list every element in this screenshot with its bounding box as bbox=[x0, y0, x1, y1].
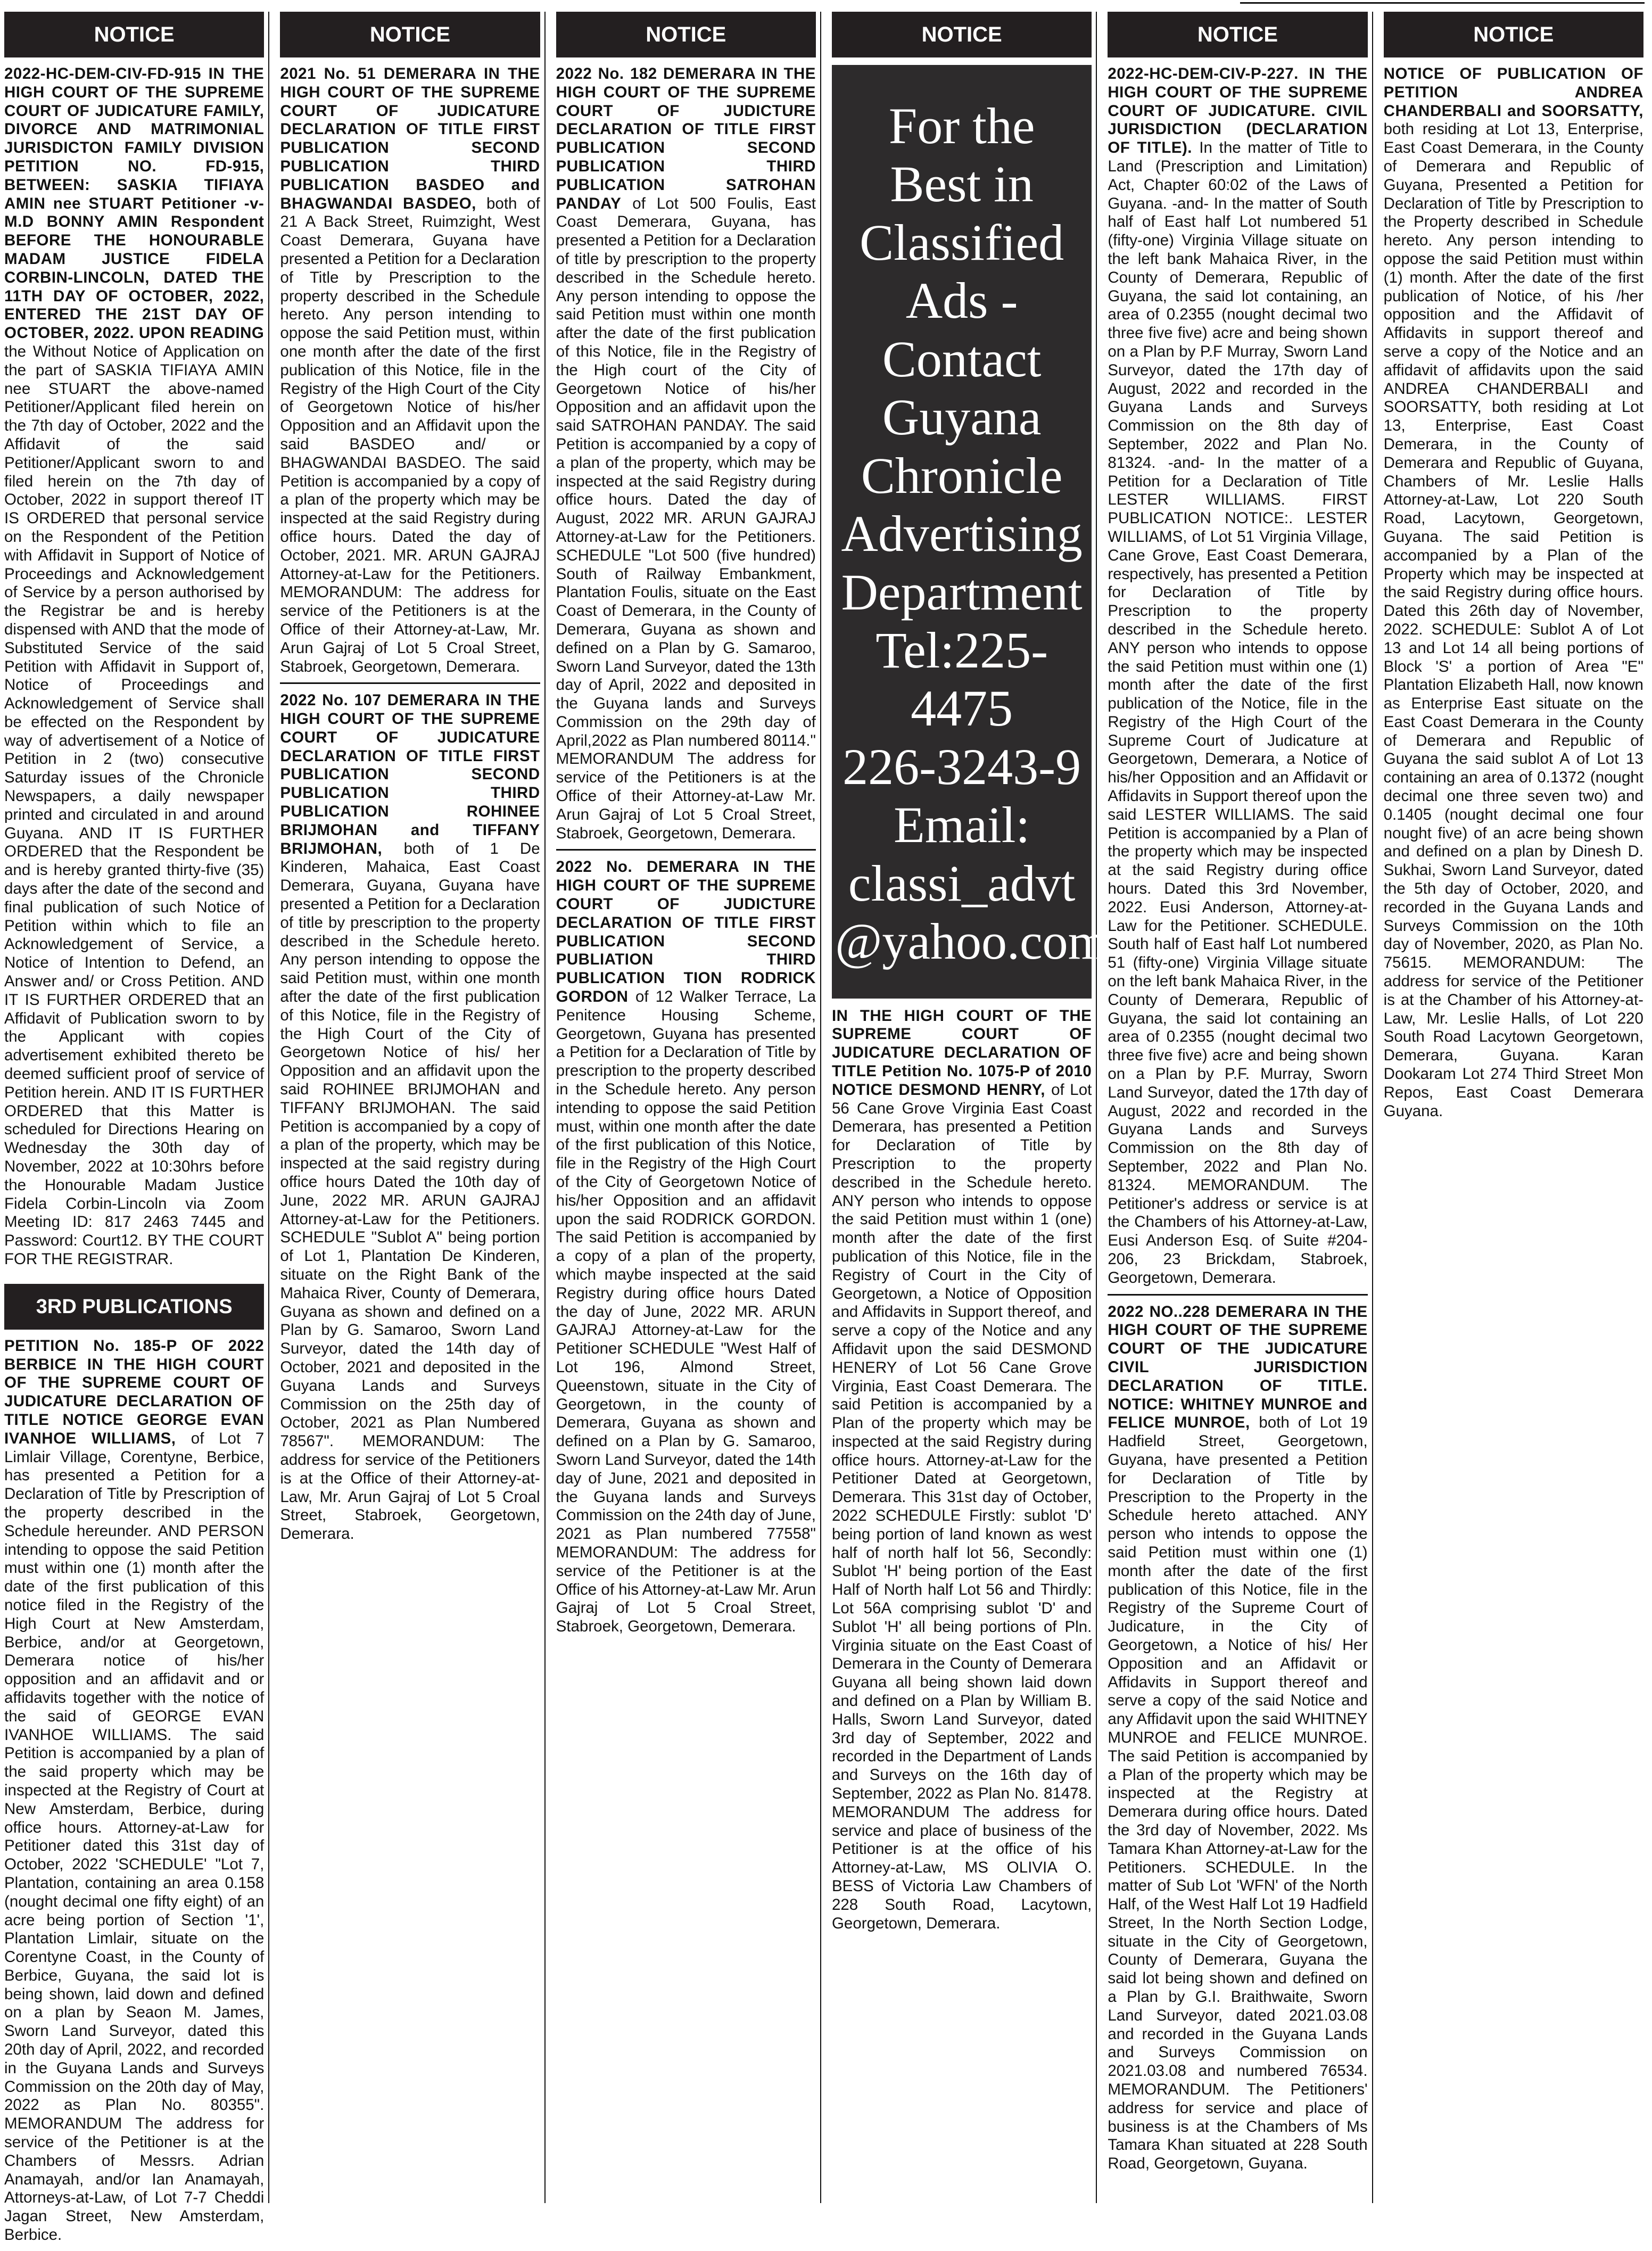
ad-line: For the bbox=[888, 97, 1035, 154]
notice-banner: NOTICE bbox=[556, 12, 816, 57]
notice-fd-915 bbox=[4, 65, 264, 1275]
column-3 bbox=[556, 12, 821, 2203]
ad-phone: 226-3243-9 bbox=[842, 738, 1081, 795]
notice-2021-51 bbox=[280, 65, 540, 684]
column-2 bbox=[280, 12, 545, 2203]
ad-line: Ads - bbox=[905, 272, 1018, 329]
notice-chanderbali bbox=[1384, 65, 1643, 1127]
section-banner-3rd-publications: 3RD PUBLICATIONS bbox=[4, 1284, 264, 1330]
notice-heading: 2022 No. 182 DEMERARA IN THE HIGH COURT OF THE SUPREME COURT OF JUDICTURE DECLARATION OF TITLE FIRST PUBLICATION SECOND PUBLICATION THIRD PUBLICATION SATROHAN PANDAY bbox=[556, 65, 816, 212]
ad-line: Email: bbox=[894, 796, 1030, 854]
ad-phone: Tel:225-4475 bbox=[875, 621, 1048, 737]
notice-heading: 2022-HC-DEM-CIV-FD-915 IN THE HIGH COURT OF THE SUPREME COURT OF JUDICATURE FAMILY, DIVORCE AND MATRIMONIAL JURISDICTON FAMILY DIVISION PETITION NO. FD-915, BETWEEN: SASKIA TIFIAYA AMIN nee STUART Petitioner -v- M.D BONNY AMIN Respondent BEFORE THE HONOURABLE MADAM JUSTICE FIDELA CORBIN-LINCOLN, DATED THE 11TH DAY OF OCTOBER, 2022, ENTERED THE 21ST DAY OF OCTOBER, 2022. UPON READING bbox=[4, 65, 265, 342]
notice-heading: 2022 No. DEMERARA IN THE HIGH COURT OF THE SUPREME COURT OF JUDICTURE DECLARATION OF TITLE FIRST PUBLICATION SECOND PUBLIATION THIRD PUBLICATION TION RODRICK GORDON bbox=[556, 858, 816, 1006]
ad-line: Classified bbox=[860, 213, 1064, 271]
ad-line: Guyana bbox=[882, 389, 1042, 446]
notice-body: of Lot 500 Foulis, East Coast Demerara, Guyana, has presented a Petition for a Declaration of title by prescription to the property described in the Schedule hereto. Any person intending to oppose the said Petition must within one month after the date of the first publication of this Notice, file in the Registry of the High court of the City of Georgetown Notice of his/her Opposition and an affidavit upon the said SATROHAN PANDAY. The said Petition is accompanied by a copy of a plan of the property, which may be inspected at the said Registry during office hours. Dated the day of August, 2022 MR. ARUN GAJRAJ Attorney-at-Law for the Petitioners. SCHEDULE "Lot 500 (five hundred) South of Railway Embankment, Plantation Foulis, situate on the East Coast of Demerara, in the County of Demerara, Guyana as shown and defined on a Plan by G. Samaroo, Sworn Land Surveyor, dated the 13th day of April, 2022 and deposited in the Guyana lands and Surveys Commission on the 29th day of April,2022 as Plan numbered 80114." MEMORANDUM The address for service of the Petitioners is at the Office of their Attorney-at-Law Mr. Arun Gajraj of Lot 5 Croal Street, Stabroek, Georgetown, Demerara. bbox=[556, 194, 816, 842]
column-6 bbox=[1384, 12, 1648, 2203]
columns bbox=[4, 12, 1648, 2244]
column-5 bbox=[1108, 12, 1373, 2203]
notice-heading: IN THE HIGH COURT OF THE SUPREME COURT OF JUDICATURE DECLARATION OF TITLE Petition No. 1075-P of 2010 NOTICE DESMOND HENRY, bbox=[831, 1007, 1092, 1099]
notice-heading: 2022 No. 107 DEMERARA IN THE HIGH COURT OF THE SUPREME COURT OF JUDICATURE DECLARATION OF TITLE FIRST PUBLICATION SECOND PUBLICATION THIRD PUBLICATION ROHINEE BRIJMOHAN and TIFFANY BRIJMOHAN, bbox=[280, 691, 540, 857]
notice-heading: 2021 No. 51 DEMERARA IN THE HIGH COURT OF THE SUPREME COURT OF JUDICATURE DECLARATION OF TITLE FIRST PUBLICATION SECOND PUBLICATION THIRD PUBLICATION BASDEO and BHAGWANDAI BASDEO, bbox=[280, 65, 540, 212]
notice-1075-p bbox=[832, 1007, 1092, 1940]
notice-185-p bbox=[4, 1337, 264, 2251]
notice-heading: PETITION No. 185-P OF 2022 BERBICE IN THE HIGH COURT OF THE SUPREME COURT OF JUDICATURE DECLARATION OF TITLE NOTICE GEORGE EVAN IVANHOE WILLIAMS, bbox=[4, 1337, 265, 1447]
notice-rodrick-gordon bbox=[556, 858, 816, 1642]
notice-body: both of 1 De Kinderen, Mahaica, East Coast Demerara, Guyana, Guyana have presented a Petition for a Declaration of title by prescription to the property described in the Schedule hereto. Any person intending to oppose the said Petition must, within one month after the date of the first publication of this Notice, file in the Registry of the High Court of the City of Georgetown Notice of his/ her Opposition and an affidavit upon the said ROHINEE BRIJMOHAN and TIFFANY BRIJMOHAN. The said Petition is accompanied by a copy of a plan of the property, which may be inspected at the said registry during office hours Dated the 10th day of June, 2022 MR. ARUN GAJRAJ Attorney-at-Law for the Petitioners. SCHEDULE "Sublot A" being portion of Lot 1, Plantation De Kinderen, situate on the Right Bank of the Mahaica River, County of Demerara, Guyana as shown and defined on a Plan by G. Samaroo, Sworn Land Surveyor, dated the 14th day of October, 2021 and deposited in the Guyana Lands and Surveys Commission on the 25th day of October, 2021 as Plan Numbered 78567". MEMORANDUM: The address for service of the Petitioners is at the Office of their Attorney-at-Law, Mr. Arun Gajraj of Lot 5 Croal Street, Stabroek, Georgetown, Demerara. bbox=[280, 839, 540, 1543]
notice-heading: NOTICE OF PUBLICATION OF PETITION ANDREA CHANDERBALI and SOORSATTY, bbox=[1383, 65, 1643, 120]
notice-body: of Lot 56 Cane Grove Virginia East Coast Demerara, has presented a Petition for Declaration of Title by Prescription to the property described in the Schedule hereto. ANY person who intends to oppose the said Petition must within 1 (one) month after the date of the first publication of this Notice, file in the Registry of Court in the City of Georgetown, a Notice of Opposition and Affidavits in Support thereof, and serve a copy of the Notice and any Affidavit upon the said DESMOND HENERY of Lot 56 Cane Grove Virginia, East Coast Demerara. The said Petition is accompanied by a Plan of the property which may be inspected at the said Registry during office hours. Attorney-at-Law for the Petitioner Dated at Georgetown, Demerara. This 31st day of October, 2022 SCHEDULE Firstly: sublot 'D' being portion of land known as west half of north half lot 56, Secondly: Sublot 'H' being portion of the East Half of North half Lot 56 and Thirdly: Lot 56A comprising sublot 'D' and Sublot 'H' all being portions of Pln. Virginia situate on the East Coast of Demerara in the County of Demerara Guyana all being shown laid down and defined on a Plan by William B. Halls, Sworn Land Surveyor, dated 3rd day of September, 2022 and recorded in the Department of Lands and Surveys on the 16th day of September, 2022 as Plan No. 81478. MEMORANDUM The address for service and place of business of the Petitioner is at the office of his Attorney-at-Law, MS OLIVIA O. BESS of Victoria Law Chambers of 228 South Road, Lacytown, Georgetown, Demerara. bbox=[831, 1081, 1092, 1932]
notice-2022-228 bbox=[1108, 1303, 1367, 2180]
notice-banner: NOTICE bbox=[1384, 12, 1643, 57]
column-1 bbox=[4, 12, 269, 2244]
notice-banner: NOTICE bbox=[280, 12, 540, 57]
notice-body: both of Lot 19 Hadfield Street, Georgetown, Guyana, have presented a Petition for Declaration of Title by Prescription to the Property in the Schedule hereto attached. ANY person who intends to oppose the said Petition must within one (1) month after the date of the first publication of this Notice, file in the Registry of the Supreme Court of Judicature, in the City of Georgetown, a Notice of his/ Her Opposition and an Affidavit or Affidavits in Support thereof and serve a copy of the said Notice and any Affidavit upon the said WHITNEY MUNROE and FELICE MUNROE. The said Petition is accompanied by a Plan of the property which may be inspected at the Registry at Demerara during office hours. Dated the 3rd day of November, 2022. Ms Tamara Khan Attorney-at-Law for the Petitioners. SCHEDULE. In the matter of Sub Lot 'WFN' of the North Half, of the West Half Lot 19 Hadfield Street, In the North Section Lodge, situate in the City of Georgetown, County of Demerara, Guyana the said lot being shown and defined on a Plan by G.I. Braithwaite, Sworn Land Surveyor, dated 2021.03.08 and recorded in the Guyana Lands and Surveys Commission on 2021.03.08 and numbered 76534. MEMORANDUM. The Petitioners' address for service and place of business is at the Chambers of Ms Tamara Khan situated at 228 South Road, Georgetown, Guyana. bbox=[1108, 1414, 1368, 2173]
ad-email: @yahoo.com bbox=[835, 913, 1108, 970]
notice-banner: NOTICE bbox=[4, 12, 264, 57]
notice-2022-182 bbox=[556, 65, 816, 851]
notice-heading: 2022 NO..228 DEMERARA IN THE HIGH COURT OF THE SUPREME COURT OF THE JUDICATURE CIVIL JURISDICTION DECLARATION OF TITLE. NOTICE: WHITNEY MUNROE and FELICE MUNROE, bbox=[1108, 1302, 1368, 1432]
ad-line: Advertising bbox=[841, 505, 1083, 563]
notice-body: both residing at Lot 13, Enterprise, East Coast Demerara, in the County of Demerara and Republic of Guyana, Presented a Petition for Declaration of Title by Prescription to the Property described in Schedule hereto. Any person intending to oppose the said Petition must within (1) month. After the date of the first publication of Notice, of his /her opposition and the Affidavit of Affidavits in support thereof and serve a copy of the Notice and an affidavit of affidavits upon the said ANDREA CHANDERBALI and SOORSATTY, both residing at Lot 13, Enterprise, East Coast Demerara, in the County of Demerara and Republic of Guyana, Chambers of Mr. Leslie Halls Attorney-at-Law, Lot 220 South Road, Lacytown, Georgetown, Guyana. The said Petition is accompanied by a Plan of the Property which may be inspected at the said Registry during office hours. Dated this 26th day of November, 2022. SCHEDULE: Sublot A of Lot 13 and Lot 14 all being portions of Block 'S' a portion of Area "E" Plantation Elizabeth Hall, now known as Enterprise East situate on the East Coast Demerara in the County of Demerara and Republic of Guyana the said sublot A of Lot 13 containing an area of 0.1372 (nought decimal one three seven two) and 0.1405 (nought decimal one four nought five) of an acre being shown and defined on a plan by Dinesh D. Sukhai, Sworn Land Surveyor, dated the 5th day of October, 2020, and recorded in the Guyana Lands and Surveys Commission on the 10th day of November, 2020, as Plan No. 75615. MEMORANDUM: The address for service of the Petitioner is at the Chamber of his Attorney-at-Law, Mr. Leslie Halls, of Lot 220 South Road Lacytown Georgetown, Demerara, Guyana. Karan Dookaram Lot 274 Third Street Mon Repos, East Coast Demerara Guyana. bbox=[1383, 120, 1643, 1120]
ad-line: Department bbox=[841, 563, 1083, 621]
notice-body: of Lot 7 Limlair Village, Corentyne, Berbice, has presented a Petition for a Declaration of Title by Prescription of the property described in the Schedule hereunder. AND PERSON intending to oppose the said Petition must within one (1) month after the date of the first publication of this notice filed in the Registry of the High Court at New Amsterdam, Berbice, and/or at Georgetown, Demerara notice of his/her opposition and an affidavit and or affidavits together with the notice of the said of GEORGE EVAN IVANHOE WILLIAMS. The said Petition is accompanied by a plan of the said property which may be inspected at the Registry of Court at New Amsterdam, Berbice, during office hours. Attorney-at-Law for Petitioner dated this 31st day of October, 2022 'SCHEDULE' "Lot 7, Plantation, containing an area 0.158 (nought decimal one fifty eight) of an acre being portion of Section '1', Plantation Limlair, situate on the Corentyne Coast, in the County of Berbice, Guyana, the said lot is being shown, laid down and defined on a plan by Seaon M. James, Sworn Land Surveyor, dated this 20th day of April, 2022, and recorded in the Guyana Lands and Surveys Commission on the 20th day of May, 2022 as Plan No. 80355". MEMORANDUM The address for service of the Petitioner is at the Chambers of Messrs. Adrian Anamayah, and/or Ian Anamayah, Attorneys-at-Law, of Lot 7-7 Cheddi Jagan Street, New Amsterdam, Berbice. bbox=[4, 1429, 265, 2244]
notice-banner: NOTICE bbox=[1108, 12, 1367, 57]
notice-body: of 12 Walker Terrace, La Penitence Housing Scheme, Georgetown, Guyana has presented a Petition for a Declaration of Title by prescription to the property described in the Schedule hereto. Any person intending to oppose the said Petition must, within one month after the date of the first publication of this Notice, file in the Registry of the High Court of the City of Georgetown Notice of his/her Opposition and an affidavit upon the said RODRICK GORDON. The said Petition is accompanied by a copy of a plan of the property, which maybe inspected at the said Registry during office hours Dated the day of June, 2022 MR. ARUN GAJRAJ Attorney-at-Law for the Petitioner SCHEDULE "West Half of Lot 196, Almond Street, Queenstown, situate in the City of Georgetown, in the county of Demerara, Guyana as shown and defined on a Plan by G. Samaroo, Sworn Land Surveyor, dated the 14th day of June, 2021 and deposited in the Guyana lands and Surveys Commission on the 24th day of June, 2021 as Plan numbered 77558" MEMORANDUM: The address for service of the Petitioner is at the Office of his Attorney-at-Law Mr. Arun Gajraj of Lot 5 Croal Street, Stabroek, Georgetown, Demerara. bbox=[556, 988, 816, 1636]
ad-line: Chronicle bbox=[861, 447, 1063, 504]
column-4 bbox=[831, 12, 1108, 2203]
notice-p-227 bbox=[1108, 65, 1367, 1296]
top-rule bbox=[1240, 0, 1645, 4]
ad-line: Contact bbox=[882, 330, 1042, 387]
ad-line: Best in bbox=[890, 155, 1034, 213]
notice-body: both of 21 A Back Street, Ruimzight, West Coast Demerara, Guyana have presented a Petition for a Declaration of Title by Prescription to the property described in the Schedule hereto. Any person intending to oppose the said Petition must, within one month after the date of the first publication of this Notice, file in the Registry of the High Court of the City of Georgetown Notice of his/her Opposition and an Affidavit upon the said BASDEO and/ or BHAGWANDAI BASDEO. The said Petition is accompanied by a copy of a plan of the property which may be inspected at the said Registry during office hours. Dated the day of October, 2021. MR. ARUN GAJRAJ Attorney-at-Law for the Petitioners. MEMORANDUM: The address for service of the Petitioners is at the Office of their Attorney-at-Law, Mr. Arun Gajraj of Lot 5 Croal Street, Stabroek, Georgetown, Demerara. bbox=[280, 194, 540, 675]
classified-ad-box bbox=[832, 65, 1108, 999]
ad-email: classi_advt bbox=[848, 854, 1076, 912]
notice-2022-107 bbox=[280, 691, 540, 1550]
notice-heading: 2022-HC-DEM-CIV-P-227. IN THE HIGH COURT OF THE SUPREME COURT OF JUDICATURE. CIVIL JURISDICTION (DECLARATION OF TITLE). bbox=[1108, 65, 1368, 157]
notice-banner: NOTICE bbox=[832, 12, 1092, 57]
notice-body: In the matter of Title to Land (Prescription and Limitation) Act, Chapter 60:02 of the Laws of Guyana. -and- In the matter of South half of East half Lot numbered 51 (fifty-one) Virginia Village situate on the left bank Mahaica River, in the County of Demerara, Republic of Guyana, the said lot containing, an area of 0.2355 (nought decimal two three five five) acre and being shown on a Plan by P.F Murray, Sworn Land Surveyor, dated the 17th day of August, 2022 and recorded in the Guyana Lands and Surveys Commission on the 8th day of September, 2022 and Plan No. 81324. -and- In the matter of a Petition for a Declaration of Title LESTER WILLIAMS. FIRST PUBLICATION NOTICE:. LESTER WILLIAMS, of Lot 51 Virginia Village, Cane Grove, East Coast Demerara, respectively, has presented a Petition for Declaration of Title by Prescription to the property described in the Schedule hereto. ANY person who intends to oppose the said Petition must within one (1) month after the date of the first publication of the Notice, file in the Registry of the High Court of the Supreme Court of Judicature at Georgetown, Demerara, a Notice of his/her Opposition and an Affidavit or Affidavits in Support thereof upon the said LESTER WILLIAMS. The said Petition is accompanied by a Plan of the property which may be inspected at the said Registry during office hours. Dated this 3rd November, 2022. Eusi Anderson, Attorney-at-Law for the Petitioner. SCHEDULE. South half of East half Lot numbered 51 (fifty-one) Virginia Village situate on the left bank Mahaica River, in the County of Demerara, Republic of Guyana, the said lot containing an area of 0.2355 (nought decimal two three five five) acre and being shown on a Plan by P.F. Murray, Sworn Land Surveyor, dated the 17th day of August, 2022 and recorded in the Guyana Lands and Surveys Commission on the 8th day of September, 2022 and Plan No. 81324. MEMORANDUM. The Petitioner's address or service is at the Chambers of his Attorney-at-Law, Eusi Anderson Esq. of Suite #204-206, 23 Brickdam, Stabroek, Georgetown, Demerara. bbox=[1108, 139, 1368, 1287]
notice-body: the Without Notice of Application on the part of SASKIA TIFIAYA AMIN nee STUART the above-named Petitioner/Applicant filed herein on the 7th day of October, 2022 and the Affidavit of the said Petitioner/Applicant sworn to and filed herein on the 7th day of October, 2022 in support thereof IT IS ORDERED that personal service on the Respondent of the Petition with Affidavit in Support of Notice of Proceedings and Acknowledgement of Service by a person authorised by the Registrar be and is hereby dispensed with AND that the mode of Substituted Service of the said Petition with Affidavit in Support of, Notice of Proceedings and Acknowledgement of Service shall be effected on the Respondent by way of advertisement of a Notice of Petition in 2 (two) consecutive Saturday issues of the Chronicle Newspapers, a daily newspaper printed and circulated in and around Guyana. AND IT IS FURTHER ORDERED that the Respondent be and is hereby granted thirty-five (35) days after the date of the second and final publication of such Notice of Petition within which to file an Acknowledgement of Service, a Notice of Intention to Defend, an Answer and/ or Cross Petition. AND IT IS FURTHER ORDERED that an Affidavit of Publication sworn to by the Applicant with copies advertisement exhibited thereto be deemed sufficient proof of service of Petition herein. AND IT IS FURTHER ORDERED that this Matter is scheduled for Directions Hearing on Wednesday the 30th day of November, 2022 at 10:30hrs before the Honourable Madam Justice Fidela Corbin-Lincoln via Zoom Meeting ID: 817 2463 7445 and Password: Court12. BY THE COURT FOR THE REGISTRAR. bbox=[4, 342, 265, 1268]
